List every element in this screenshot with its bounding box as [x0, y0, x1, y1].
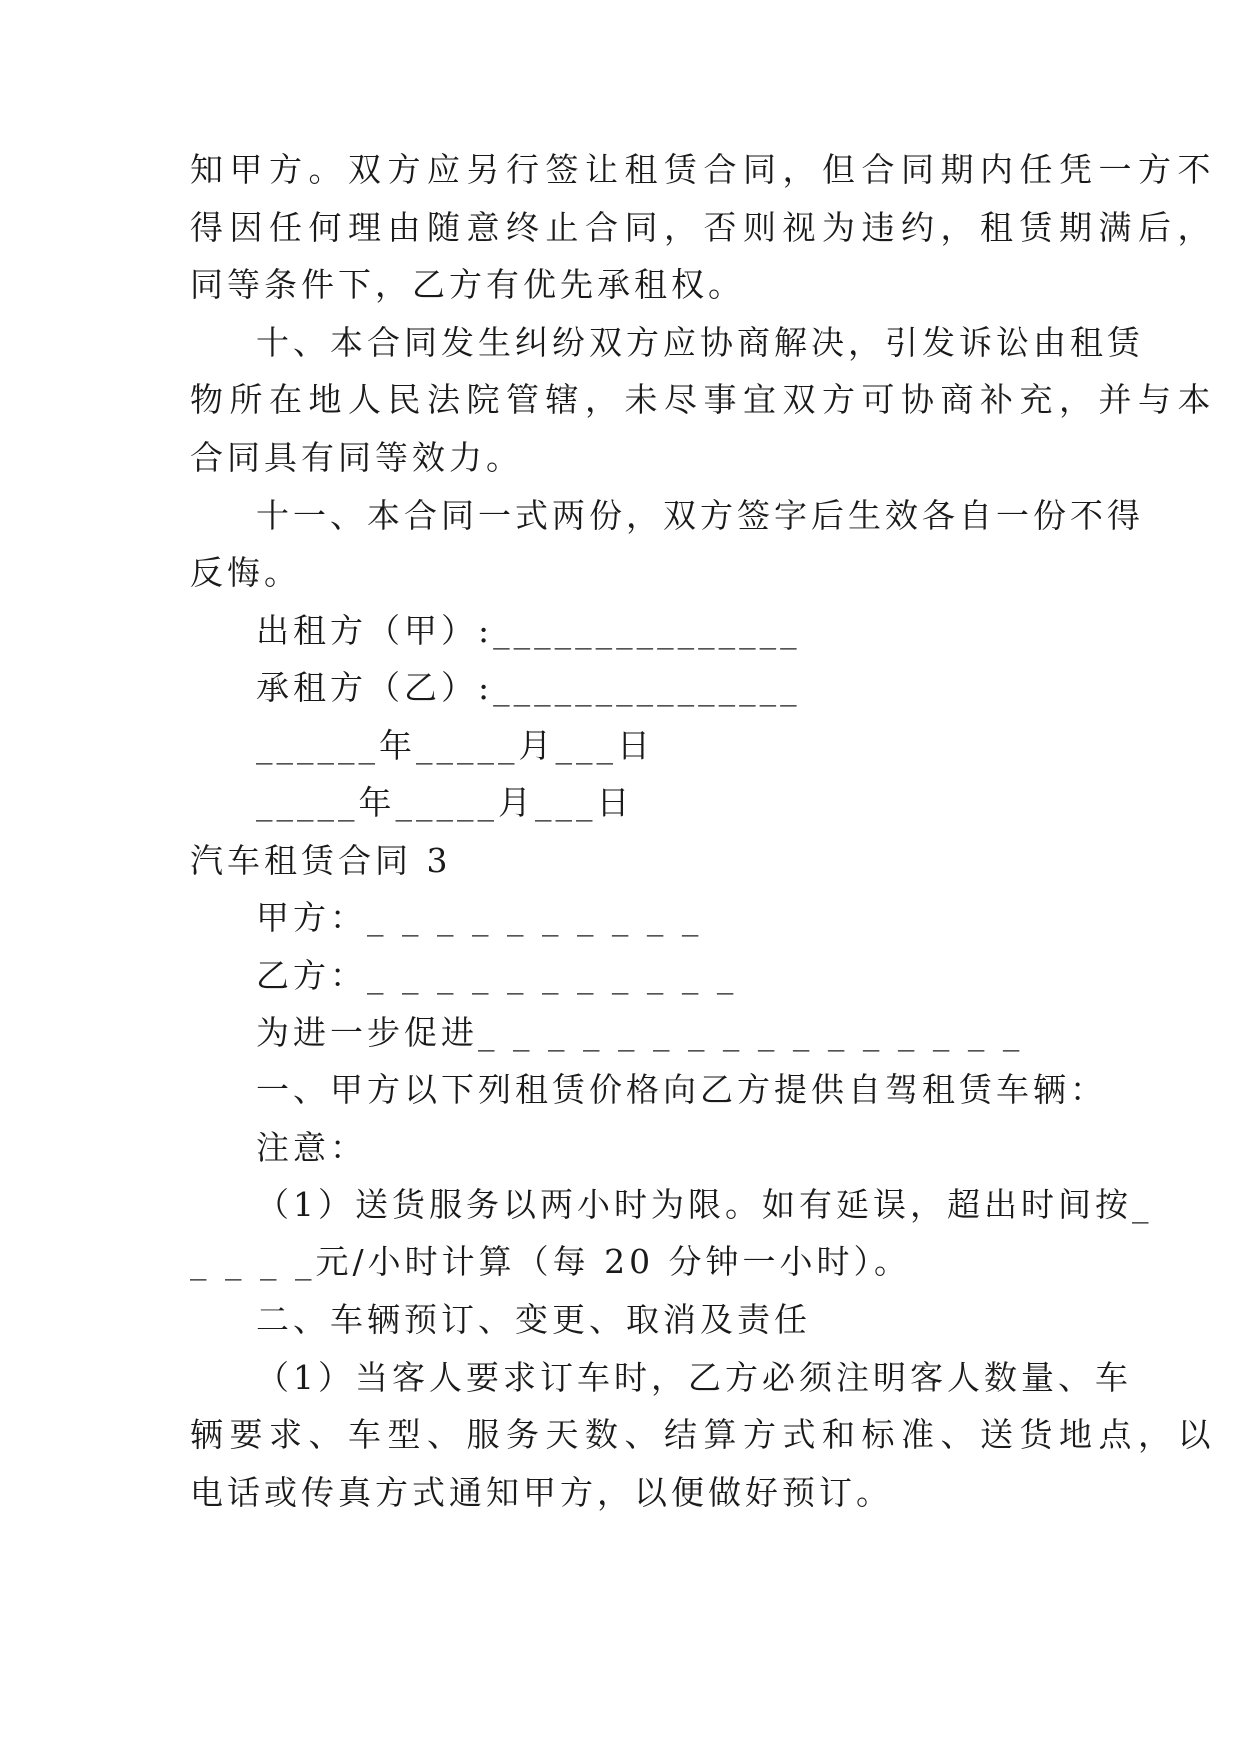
date-line: _____年_____月___日	[256, 783, 634, 822]
text-line: 物所在地人民法院管辖，未尽事宜双方可协商补充，并与本	[190, 380, 1217, 419]
text-line: （1）当客人要求订车时，乙方必须注明客人数量、车	[256, 1358, 1132, 1397]
section-title: 汽车租赁合同 3	[190, 841, 452, 880]
text-line: 知甲方。双方应另行签让租赁合同，但合同期内任凭一方不	[190, 150, 1217, 189]
text-line: 电话或传真方式通知甲方，以便做好预订。	[190, 1473, 893, 1512]
party-b-line: 乙方：_ _ _ _ _ _ _ _ _ _ _	[256, 956, 738, 995]
lessor-signature-line: 出租方（甲）:_______________	[256, 611, 801, 650]
clause-2: 二、车辆预订、变更、取消及责任	[256, 1300, 811, 1339]
date-line: ______年_____月___日	[256, 726, 654, 765]
lessee-signature-line: 承租方（乙）:_______________	[256, 668, 801, 707]
text-line: 同等条件下，乙方有优先承租权。	[190, 265, 745, 304]
text-line: _ _ _ _元/小时计算（每 20 分钟一小时）。	[190, 1242, 912, 1281]
text-line: 辆要求、车型、服务天数、结算方式和标准、送货地点，以	[190, 1415, 1217, 1454]
clause-1: 一、甲方以下列租赁价格向乙方提供自驾租赁车辆：	[256, 1070, 1107, 1109]
text-line: 反悔。	[190, 553, 301, 592]
party-a-line: 甲方：_ _ _ _ _ _ _ _ _ _	[256, 898, 703, 937]
text-line: 注意：	[256, 1128, 367, 1167]
text-line: 合同具有同等效力。	[190, 438, 523, 477]
text-line: 得因任何理由随意终止合同，否则视为违约，租赁期满后，	[190, 208, 1217, 247]
clause-11: 十一、本合同一式两份，双方签字后生效各自一份不得	[256, 496, 1144, 535]
clause-10: 十、本合同发生纠纷双方应协商解决，引发诉讼由租赁	[256, 323, 1144, 362]
text-line: （1）送货服务以两小时为限。如有延误，超出时间按_	[256, 1185, 1153, 1224]
text-line: 为进一步促进_ _ _ _ _ _ _ _ _ _ _ _ _ _ _ _	[256, 1013, 1024, 1052]
